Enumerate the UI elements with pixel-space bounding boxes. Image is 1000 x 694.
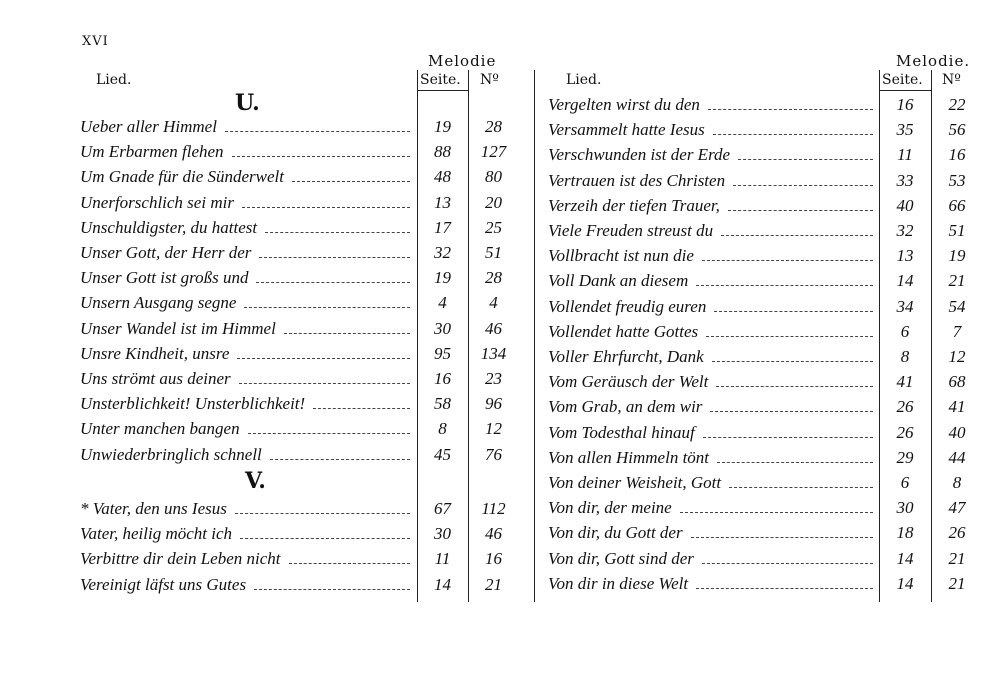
hymn-number-cell: 25: [485, 217, 502, 237]
index-entry: [548, 142, 980, 167]
index-entry: [548, 394, 980, 419]
page-number-cell: 30: [434, 524, 451, 544]
hymn-title: Vereinigt läfst uns Gutes: [80, 574, 247, 594]
index-entry: [80, 572, 520, 597]
hymn-title: Viele Freuden streust du: [548, 221, 714, 240]
leader-dots: [256, 282, 410, 284]
leader-dots: [242, 207, 410, 209]
leader-dots: [265, 232, 410, 234]
leader-dots: [696, 588, 873, 590]
column-rule: [534, 70, 535, 602]
page-number-cell: 88: [434, 142, 451, 162]
index-entry: [80, 546, 520, 571]
hymn-title: Von dir, Gott sind der: [548, 548, 694, 568]
page-number-cell: 95: [434, 343, 451, 363]
leader-dots: [248, 433, 410, 435]
page-number-cell: 17: [434, 217, 451, 237]
hymn-number-cell: 19: [948, 246, 966, 266]
index-entry: [548, 344, 980, 369]
index-entry: [80, 391, 520, 416]
index-entry: [548, 92, 980, 117]
page-number-cell: 40: [896, 195, 914, 215]
index-entry: [548, 168, 980, 193]
hymn-title: Vergelten wirst du den: [548, 95, 700, 114]
leader-dots: [714, 311, 873, 313]
index-entry: [80, 290, 520, 315]
page-number-cell: 14: [896, 271, 914, 291]
hymn-title: Unwiederbringlich schnell: [80, 444, 262, 464]
hymn-number-cell: 51: [485, 243, 502, 262]
page-number-cell: 6: [900, 321, 910, 341]
leader-dots: [702, 563, 873, 565]
index-entry: [80, 442, 520, 467]
index-entry: [548, 495, 980, 520]
leader-dots: [738, 159, 873, 161]
hymn-number-cell: 12: [948, 347, 966, 366]
hymn-number-cell: 54: [948, 296, 966, 316]
hymn-title: Unschuldigster, du hattest: [80, 217, 258, 237]
leader-dots: [716, 386, 873, 388]
index-entry: [80, 265, 520, 290]
leader-dots: [702, 260, 873, 262]
hymn-title: Von dir, der meine: [548, 498, 672, 518]
page-number-cell: 32: [896, 221, 914, 240]
index-entry: [548, 218, 980, 243]
index-entry: [80, 164, 520, 189]
seite-header: Seite.: [420, 72, 461, 88]
header-rule: [417, 90, 468, 91]
hymn-title: Von deiner Weisheit, Gott: [548, 473, 722, 492]
hymn-number-cell: 76: [485, 444, 502, 464]
hymn-number-cell: 112: [481, 499, 506, 518]
hymn-number-cell: 96: [485, 394, 502, 414]
hymn-number-cell: 127: [480, 142, 507, 162]
page-number-cell: 18: [896, 523, 914, 543]
hymn-number-cell: 68: [948, 372, 966, 392]
hymn-title: Vom Geräusch der Welt: [548, 372, 709, 392]
index-entry: [80, 496, 520, 521]
page-number-cell: 6: [900, 473, 910, 492]
index-entry: [80, 366, 520, 391]
index-entry: [80, 240, 520, 265]
page-number-cell: 16: [896, 95, 914, 114]
page-number-cell: 30: [434, 318, 451, 338]
page-number-cell: 14: [434, 574, 451, 594]
index-entry: [80, 341, 520, 366]
index-entry: [548, 193, 980, 218]
index-entry: [548, 420, 980, 445]
hymn-number-cell: 51: [948, 221, 966, 240]
hymn-number-cell: 4: [489, 293, 498, 313]
page-number-cell: 33: [896, 170, 914, 190]
leader-dots: [235, 513, 410, 515]
melodie-header: Melodie: [428, 52, 497, 70]
hymn-number-cell: 16: [485, 549, 502, 569]
leader-dots: [728, 210, 873, 212]
hymn-title: Verzeih der tiefen Trauer,: [548, 195, 720, 215]
leader-dots: [710, 411, 873, 413]
leader-dots: [313, 408, 410, 410]
page-number-cell: 26: [896, 397, 914, 417]
section-heading-v: V.: [245, 468, 266, 494]
hymn-title: Um Erbarmen flehen: [80, 142, 224, 162]
hymn-number-cell: 26: [948, 523, 966, 543]
hymn-title: Vollbracht ist nun die: [548, 246, 694, 266]
page-number-cell: 30: [896, 498, 914, 518]
leader-dots: [270, 459, 410, 461]
nr-header: Nº: [942, 72, 961, 88]
index-entry: [80, 139, 520, 164]
hymn-title: * Vater, den uns Iesus: [80, 499, 227, 518]
hymn-title: Unser Wandel ist im Himmel: [80, 318, 276, 338]
leader-dots: [733, 185, 873, 187]
index-entry: [80, 416, 520, 441]
hymn-number-cell: 28: [485, 117, 502, 136]
index-entry: [548, 369, 980, 394]
hymn-number-cell: 21: [948, 573, 966, 593]
seite-header: Seite.: [882, 72, 923, 88]
hymn-title: Unter manchen bangen: [80, 419, 240, 439]
leader-dots: [696, 285, 873, 287]
leader-dots: [240, 538, 410, 540]
leader-dots: [706, 336, 873, 338]
index-entry: [80, 114, 520, 139]
hymn-title: Vater, heilig möcht ich: [80, 524, 233, 544]
hymn-number-cell: 134: [480, 343, 507, 363]
hymn-number-cell: 21: [948, 271, 966, 291]
page-number-cell: 11: [897, 145, 913, 165]
leader-dots: [729, 487, 873, 489]
page-number-cell: 48: [434, 167, 451, 187]
index-entry: [548, 117, 980, 142]
page-number-cell: 13: [896, 246, 914, 266]
index-entry: [548, 294, 980, 319]
hymn-number-cell: 21: [485, 574, 502, 594]
leader-dots: [708, 109, 873, 111]
hymn-number-cell: 44: [948, 447, 966, 467]
index-entry: [80, 521, 520, 546]
page-number-cell: 45: [434, 444, 451, 464]
hymn-title: Vollendet freudig euren: [548, 296, 707, 316]
hymn-number-cell: 7: [952, 321, 962, 341]
leader-dots: [721, 235, 873, 237]
page-number-cell: 11: [434, 549, 451, 569]
hymn-number-cell: 20: [485, 192, 502, 212]
leader-dots: [237, 358, 410, 360]
page-number-cell: 35: [896, 120, 914, 140]
hymn-number-cell: 12: [485, 419, 502, 439]
leader-dots: [254, 589, 410, 591]
page-number-cell: 4: [438, 293, 447, 313]
page-number-cell: 16: [434, 369, 451, 388]
hymn-title: Uns strömt aus deiner: [80, 369, 231, 388]
hymn-title: Versammelt hatte Iesus: [548, 120, 705, 140]
hymn-title: Vom Grab, an dem wir: [548, 397, 703, 417]
hymn-number-cell: 21: [948, 548, 966, 568]
page-number-cell: 14: [896, 573, 914, 593]
page-number-cell: 8: [438, 419, 447, 439]
index-entry: [548, 470, 980, 495]
hymn-number-cell: 46: [485, 318, 502, 338]
hymn-number-cell: 28: [485, 268, 502, 288]
page-number-cell: 14: [896, 548, 914, 568]
page-number-cell: 41: [896, 372, 914, 392]
hymn-title: Unerforschlich sei mir: [80, 192, 234, 212]
leader-dots: [239, 383, 410, 385]
hymn-title: Vollendet hatte Gottes: [548, 321, 699, 341]
page-number-cell: 29: [896, 447, 914, 467]
leader-dots: [691, 537, 873, 539]
hymn-title: Unser Gott ist großs und: [80, 268, 249, 288]
index-entry: [548, 319, 980, 344]
hymn-number-cell: 40: [948, 422, 966, 442]
index-entry: [80, 190, 520, 215]
lied-header: Lied.: [566, 72, 602, 88]
index-entry: [548, 571, 980, 596]
page-number: XVI: [82, 34, 109, 49]
hymn-number-cell: 56: [948, 120, 966, 140]
hymn-number-cell: 53: [948, 170, 966, 190]
lied-header: Lied.: [96, 72, 132, 88]
hymn-number-cell: 66: [948, 195, 966, 215]
hymn-title: Verschwunden ist der Erde: [548, 145, 731, 165]
index-entry: [548, 546, 980, 571]
page-number-cell: 19: [434, 117, 451, 136]
hymn-title: Verbittre dir dein Leben nicht: [80, 549, 281, 569]
hymn-number-cell: 16: [948, 145, 966, 165]
leader-dots: [225, 131, 410, 133]
leader-dots: [259, 257, 410, 259]
page-number-cell: 32: [434, 243, 451, 262]
header-rule: [879, 90, 931, 91]
hymn-title: Unser Gott, der Herr der: [80, 243, 252, 262]
leader-dots: [284, 333, 410, 335]
hymn-number-cell: 46: [485, 524, 502, 544]
index-entry: [80, 316, 520, 341]
leader-dots: [712, 361, 873, 363]
hymn-number-cell: 41: [948, 397, 966, 417]
hymn-title: Unsterblichkeit! Unsterblichkeit!: [80, 394, 306, 414]
hymn-number-cell: 47: [948, 498, 966, 518]
page-number-cell: 67: [434, 499, 451, 518]
index-entry: [80, 215, 520, 240]
hymn-number-cell: 80: [485, 167, 502, 187]
hymn-title: Von allen Himmeln tönt: [548, 447, 710, 467]
hymn-title: Unsern Ausgang segne: [80, 293, 237, 313]
hymn-title: Unsre Kindheit, unsre: [80, 343, 230, 363]
leader-dots: [703, 437, 873, 439]
index-entry: [548, 268, 980, 293]
leader-dots: [292, 181, 410, 183]
hymn-number-cell: 23: [485, 369, 502, 388]
nr-header: Nº: [480, 72, 499, 88]
leader-dots: [232, 156, 410, 158]
hymn-title: Ueber aller Himmel: [80, 117, 217, 136]
hymn-title: Von dir, du Gott der: [548, 523, 683, 543]
page-number-cell: 8: [900, 347, 910, 366]
index-entry: [548, 243, 980, 268]
melodie-header: Melodie.: [896, 52, 971, 70]
hymn-title: Voll Dank an diesem: [548, 271, 689, 291]
hymn-title: Voller Ehrfurcht, Dank: [548, 347, 704, 366]
index-entry: [548, 445, 980, 470]
leader-dots: [713, 134, 873, 136]
leader-dots: [680, 512, 873, 514]
page-number-cell: 13: [434, 192, 451, 212]
section-heading-u: U.: [235, 90, 260, 116]
leader-dots: [717, 462, 873, 464]
page-number-cell: 34: [896, 296, 914, 316]
index-entry: [548, 520, 980, 545]
hymn-title: Vom Todesthal hinauf: [548, 422, 695, 442]
hymn-title: Um Gnade für die Sünderwelt: [80, 167, 284, 187]
hymn-title: Von dir in diese Welt: [548, 573, 689, 593]
hymn-number-cell: 8: [952, 473, 962, 492]
hymn-number-cell: 22: [948, 95, 966, 114]
page-number-cell: 26: [896, 422, 914, 442]
page-number-cell: 19: [434, 268, 451, 288]
leader-dots: [244, 307, 410, 309]
leader-dots: [289, 563, 410, 565]
page-number-cell: 58: [434, 394, 451, 414]
hymn-title: Vertrauen ist des Christen: [548, 170, 726, 190]
